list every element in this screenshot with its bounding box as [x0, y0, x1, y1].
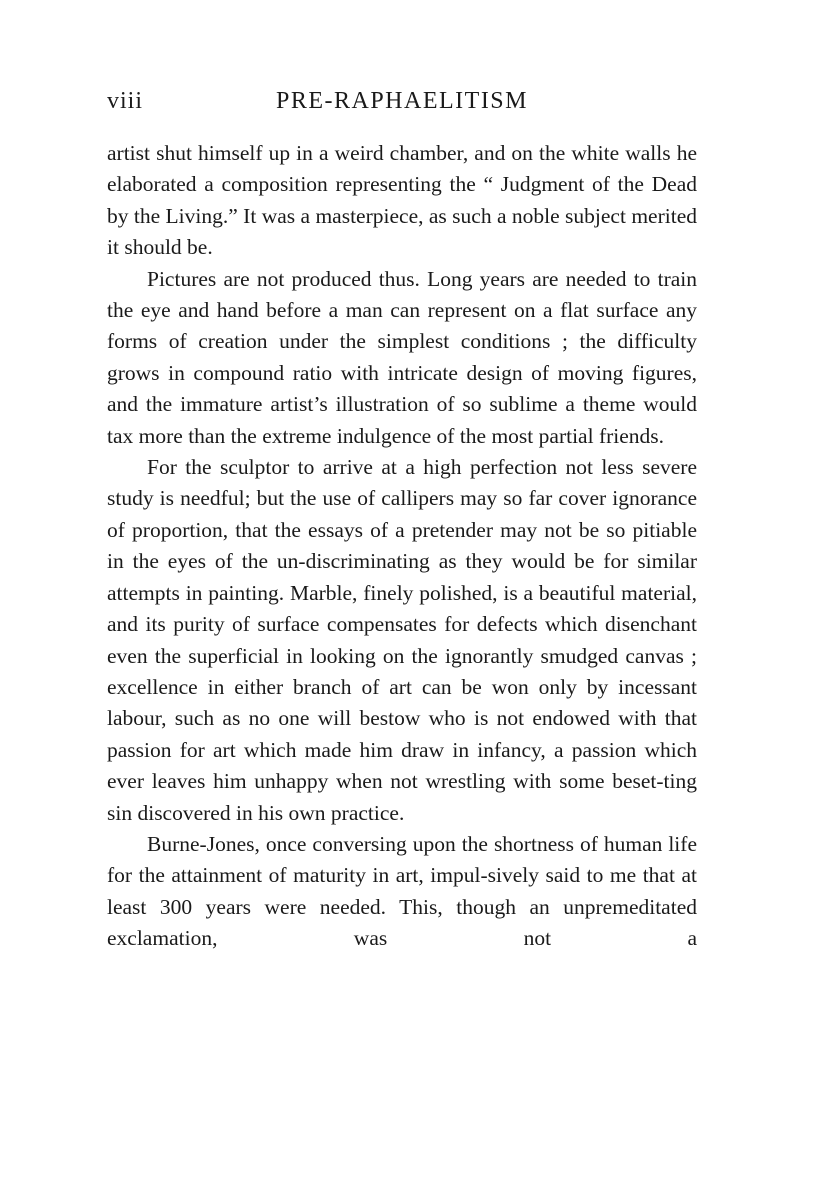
running-title: PRE-RAPHAELITISM: [275, 88, 528, 114]
paragraph-pictures: Pictures are not produced thus. Long years are needed to train the eye and hand before a man can represent on a flat surface any forms of creation under the simplest conditions ; the difficulty grows in compound ratio with intricate design of moving figures, and the immature artist’s illustration of so sublime a theme would tax more than the extreme indulgence of the most partial friends.: [107, 266, 697, 448]
paragraph-sculptor: For the sculptor to arrive at a high perfection not less severe study is needful; but the use of callipers may so far cover ignorance of proportion, that the essays of a pretender may not be so pitiable in the eyes of the un-discriminating as they would be for similar attempts in painting. Marble, finely polished, is a beautiful material, and its purity of surface compensates for defects which disenchant even the superficial in looking on the ignorantly smudged canvas ; excellence in either branch of art can be won only by incessant labour, such as no one will bestow who is not endowed with that passion for art which made him draw in infancy, a passion which ever leaves him unhappy when not wrestling with some beset-ting sin discovered in his own practice.: [107, 455, 697, 825]
book-page: [107, 88, 697, 955]
paragraph-burne-jones: Burne-Jones, once conversing upon the shortness of human life for the attainment of maturity in art, impul-sively said to me that at least 300 years were needed. This, though an unpremeditated exclamation, was not a: [107, 831, 697, 951]
paragraph-continued: artist shut himself up in a weird chamber, and on the white walls he elaborated a composition representing the “ Judgment of the Dead by the Living.” It was a masterpiece, as such a noble subject merited it should be.: [107, 141, 697, 260]
page-number: viii: [107, 88, 144, 114]
running-head: [107, 88, 697, 128]
